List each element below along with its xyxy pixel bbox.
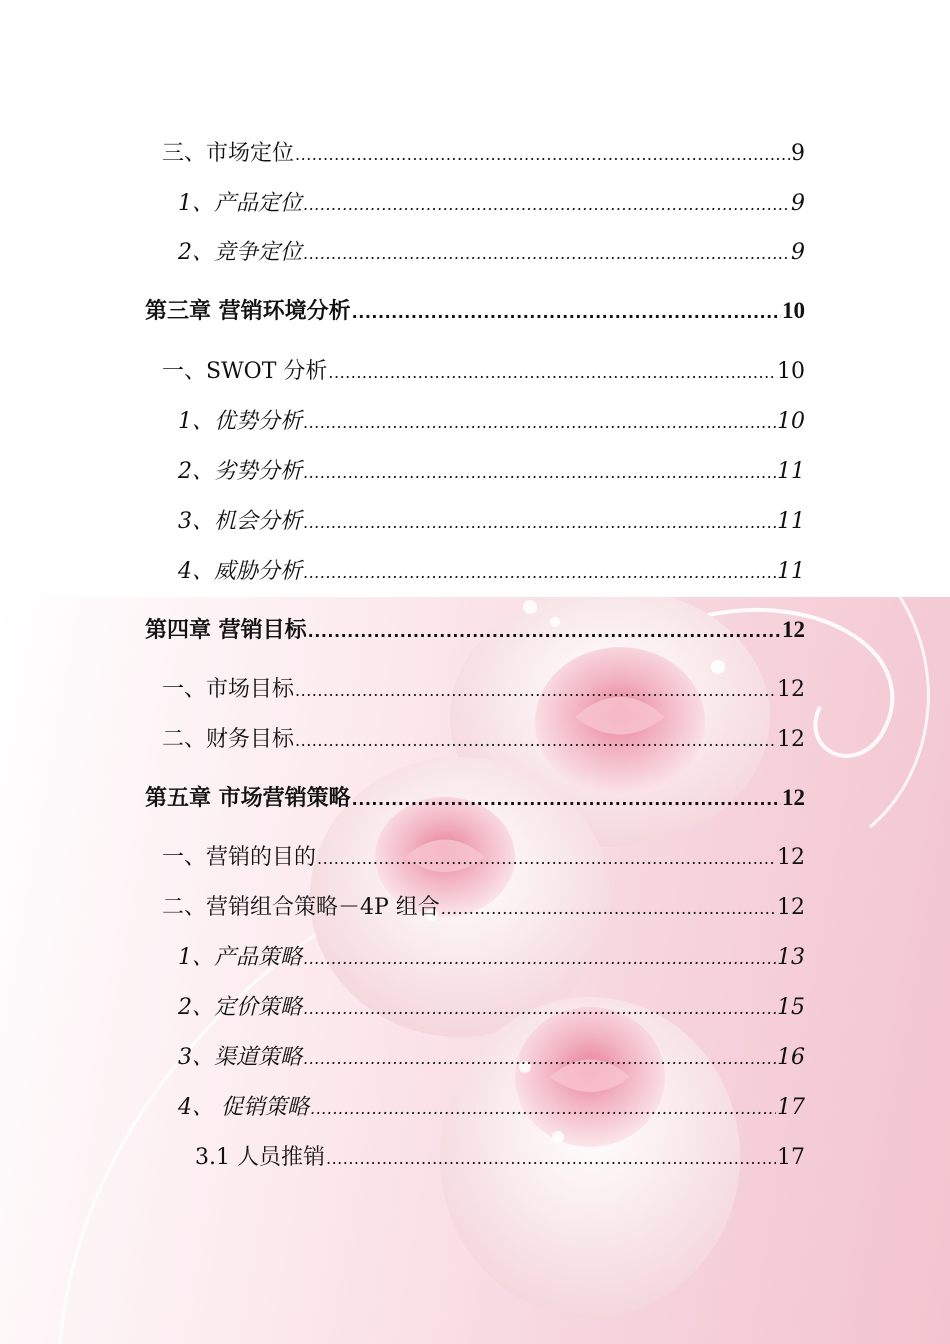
toc-entry-page: 9 <box>791 141 805 166</box>
toc-leader-dots <box>303 563 776 582</box>
toc-entry[interactable] <box>178 235 805 266</box>
toc-entry-page: 11 <box>777 559 805 584</box>
toc-chapter-title: 第三章 营销环境分析 <box>145 299 351 324</box>
toc-entry-page: 12 <box>777 895 805 920</box>
toc-entry-title: 一、营销的目的 <box>162 845 317 870</box>
toc-leader-dots <box>303 195 790 214</box>
toc-entry-page: 10 <box>777 359 805 384</box>
toc-entry[interactable] <box>162 722 805 753</box>
toc-chapter-title: 第五章 市场营销策略 <box>145 786 351 811</box>
toc-entry-page: 15 <box>777 995 805 1020</box>
toc-leader-dots <box>295 681 776 700</box>
toc-entry[interactable] <box>178 504 805 535</box>
toc-entry-page: 12 <box>777 845 805 870</box>
toc-entry-title: 一、市场目标 <box>162 677 295 702</box>
toc-entry-title: 1、产品定位 <box>178 191 302 216</box>
toc-leader-dots <box>352 790 781 809</box>
toc-entry-page: 16 <box>777 1045 805 1070</box>
toc-entry-page: 13 <box>777 945 805 970</box>
toc-chapter-page: 12 <box>782 785 805 810</box>
toc-entry-title: 二、营销组合策略－4P 组合 <box>162 895 440 920</box>
toc-entry-page: 10 <box>777 409 805 434</box>
toc-leader-dots <box>295 731 776 750</box>
toc-chapter-page: 10 <box>782 298 805 323</box>
toc-leader-dots <box>441 899 776 918</box>
toc-entry-page: 11 <box>777 509 805 534</box>
toc-leader-dots <box>303 413 776 432</box>
toc-entry[interactable] <box>178 186 805 217</box>
toc-entry[interactable] <box>162 672 805 703</box>
toc-entry[interactable] <box>162 136 805 167</box>
toc-leader-dots <box>310 1099 776 1118</box>
toc-leader-dots <box>303 999 776 1018</box>
toc-entry[interactable] <box>178 1090 805 1121</box>
toc-leader-dots <box>326 1149 776 1168</box>
toc-entry[interactable] <box>162 890 805 921</box>
toc-entry-title: 4、威胁分析 <box>178 559 302 584</box>
toc-entry-title: 3、机会分析 <box>178 509 302 534</box>
toc-leader-dots <box>303 513 776 532</box>
toc-chapter[interactable] <box>145 294 805 325</box>
toc-entry[interactable] <box>195 1140 805 1171</box>
toc-entry-title: 1、优势分析 <box>178 409 302 434</box>
toc-leader-dots <box>303 244 790 263</box>
toc-entry-page: 17 <box>777 1095 805 1120</box>
toc-leader-dots <box>317 849 776 868</box>
toc-entry[interactable] <box>178 940 805 971</box>
toc-leader-dots <box>303 949 776 968</box>
toc-entry-title: 1、产品策略 <box>178 945 302 970</box>
toc-leader-dots <box>295 145 790 164</box>
toc-leader-dots <box>303 463 776 482</box>
toc-entry-page: 11 <box>777 459 805 484</box>
toc-leader-dots <box>328 363 776 382</box>
toc-entry-page: 9 <box>791 191 805 216</box>
toc-entry-page: 12 <box>777 677 805 702</box>
toc-entry-page: 17 <box>777 1145 805 1170</box>
toc-entry-title: 4、 促销策略 <box>178 1095 309 1120</box>
toc-entry[interactable] <box>178 1040 805 1071</box>
toc-entry-title: 2、定价策略 <box>178 995 302 1020</box>
toc-entry-title: 2、竞争定位 <box>178 240 302 265</box>
toc-chapter-page: 12 <box>782 617 805 642</box>
toc-entry-title: 3、渠道策略 <box>178 1045 302 1070</box>
toc-entry-page: 9 <box>791 240 805 265</box>
toc-entry-title: 二、财务目标 <box>162 727 295 752</box>
toc-entry[interactable] <box>162 840 805 871</box>
toc-chapter[interactable] <box>145 781 805 812</box>
toc-entry[interactable] <box>162 354 805 385</box>
toc-chapter-title: 第四章 营销目标 <box>145 618 307 643</box>
toc-entry-title: 2、劣势分析 <box>178 459 302 484</box>
toc-entry[interactable] <box>178 404 805 435</box>
toc-leader-dots <box>352 303 781 322</box>
toc-entry-page: 12 <box>777 727 805 752</box>
toc-entry-title: 三、市场定位 <box>162 141 295 166</box>
toc-entry-title: 一、SWOT 分析 <box>162 359 328 384</box>
toc-entry[interactable] <box>178 554 805 585</box>
toc-entry[interactable] <box>178 454 805 485</box>
toc-leader-dots <box>308 622 781 641</box>
toc-entry[interactable] <box>178 990 805 1021</box>
toc-entry-title: 3.1 人员推销 <box>195 1145 325 1170</box>
toc-chapter[interactable] <box>145 613 805 644</box>
toc-leader-dots <box>303 1049 776 1068</box>
